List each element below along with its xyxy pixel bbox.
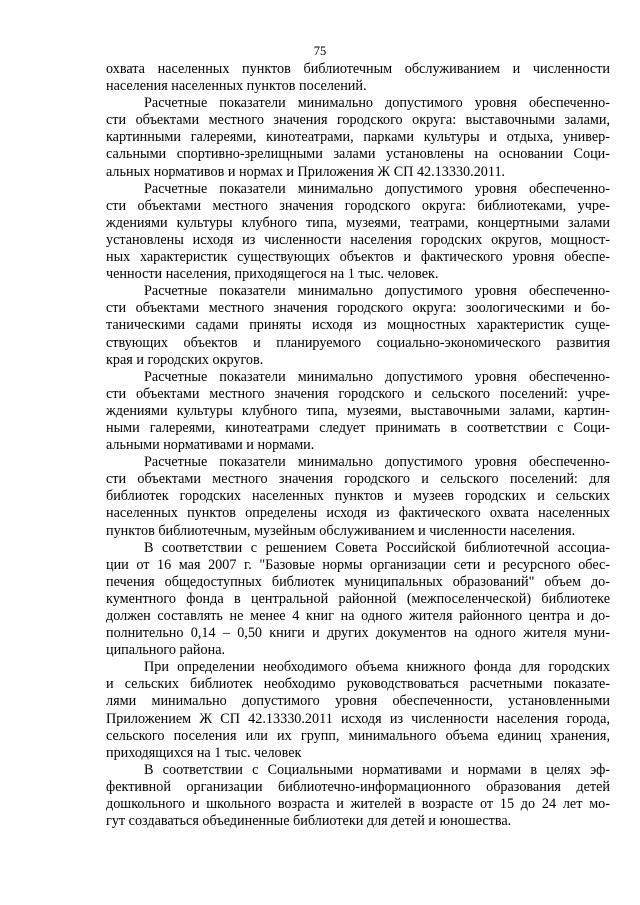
text-line: кументного фонда в центральной районной (межпоселенческой) библиотеке — [106, 590, 610, 607]
text-line: В соответствии с Социальными нормативами и нормами в целях эф- — [144, 761, 610, 778]
text-line: населенных пунктов определены исходя из фактического охвата населенных — [106, 505, 610, 522]
paragraph — [106, 95, 610, 180]
text-line: и сельских библиотек необходимо руководствоваться расчетными показате- — [106, 676, 610, 693]
text-line: края и городских округов. — [106, 351, 264, 368]
document-body — [106, 61, 610, 830]
text-line: сальными спортивно-зрелищными залами установлены на основании Соци- — [106, 146, 610, 163]
text-line: В соответствии с решением Совета Российской библиотечной ассоциа- — [144, 539, 610, 556]
text-line: Расчетные показатели минимально допустимого уровня обеспеченно- — [144, 180, 610, 197]
text-line: должен составлять не менее 4 книг на одного жителя районного центра и до- — [106, 608, 610, 624]
text-line: населения населенных пунктов поселений. — [106, 78, 367, 95]
text-line: дошкольного и школьного возраста и жителей в возрасте от 15 до 24 лет мо- — [106, 796, 610, 813]
text-line: сти объектами местного значения городского и сельского поселений: для — [106, 471, 610, 488]
paragraph — [106, 659, 610, 762]
text-line: сти объектами местного значения городского округа: библиотеками, учре- — [106, 197, 610, 214]
text-line: Расчетные показатели минимально допустимого уровня обеспеченно- — [144, 283, 610, 300]
paragraph — [106, 454, 610, 539]
text-line: ждениями культуры клубного типа, музеями, выставочными залами, картин- — [106, 402, 610, 419]
text-line: сти объектами местного значения городского и сельского поселений: учре- — [106, 385, 610, 402]
text-line: лями минимально допустимого уровня обеспеченности, установленными — [106, 693, 610, 710]
text-line: печения общедоступных библиотек муниципальных образований" объем до- — [106, 573, 610, 590]
text-line: библиотек городских населенных пунктов и музеев городских и сельских — [106, 488, 610, 505]
text-line: картинными галереями, кинотеатрами, парками культуры и отдыха, универ- — [106, 129, 610, 146]
paragraph — [106, 762, 610, 830]
text-line: Приложением Ж СП 42.13330.2011 исходя из численности населения города, — [106, 710, 610, 727]
text-line: ных характеристик существующих объектов и фактического уровня обеспе- — [106, 249, 610, 266]
text-line: гут создаваться объединенные библиотеки для детей и юношества. — [106, 813, 512, 830]
text-line: сти объектами местного значения городского округа: зоологическими и бо- — [106, 300, 610, 317]
text-line: охвата населенных пунктов библиотечным обслуживанием и численности — [106, 61, 610, 77]
text-line: таническими садами приняты исходя из мощностных характеристик суще- — [106, 317, 610, 334]
text-line: ждениями культуры клубного типа, музеями, театрами, концертными залами — [106, 214, 610, 231]
text-line: сельского поселения или их групп, минимального объема единиц хранения, — [106, 727, 610, 744]
text-line: Расчетные показатели минимально допустимого уровня обеспеченно- — [144, 95, 610, 112]
text-line: ципального района. — [106, 642, 226, 659]
paragraph — [106, 61, 610, 95]
text-line: сти объектами местного значения городского округа: выставочными залами, — [106, 112, 610, 129]
paragraph — [106, 181, 610, 284]
text-line: ствующих объектов и планируемого социально-экономического развития — [106, 334, 610, 351]
text-line: При определении необходимого объема книжного фонда для городских — [144, 659, 610, 676]
text-line: ными галереями, кинотеатрами следует принимать в соответствии с Соци- — [106, 419, 610, 436]
paragraph — [106, 369, 610, 454]
text-line: Расчетные показатели минимально допустимого уровня обеспеченно- — [144, 368, 610, 385]
text-line: установлены исходя из численности населения городских округов, мощност- — [106, 231, 610, 248]
paragraph — [106, 283, 610, 368]
text-line: Расчетные показатели минимально допустимого уровня обеспеченно- — [144, 454, 610, 471]
text-line: пунктов библиотечным, музейным обслуживанием и численности населения. — [106, 522, 576, 539]
text-line: полнительно 0,14 – 0,50 книги и других документов на одного жителя муни- — [106, 625, 610, 642]
text-line: альными нормативами и нормами. — [106, 437, 315, 454]
text-line: ченности населения, приходящегося на 1 тыс. человек. — [106, 266, 439, 283]
text-line: приходящихся на 1 тыс. человек — [106, 744, 302, 761]
paragraph — [106, 540, 610, 660]
page-number: 75 — [313, 44, 327, 58]
text-line: ции от 16 мая 2007 г. "Базовые нормы организации сети и ресурсного обес- — [106, 556, 610, 573]
text-line: альных нормативов и нормах и Приложения Ж СП 42.13330.2011. — [106, 163, 506, 180]
text-line: фективной организации библиотечно-информационного образования детей — [106, 778, 610, 795]
